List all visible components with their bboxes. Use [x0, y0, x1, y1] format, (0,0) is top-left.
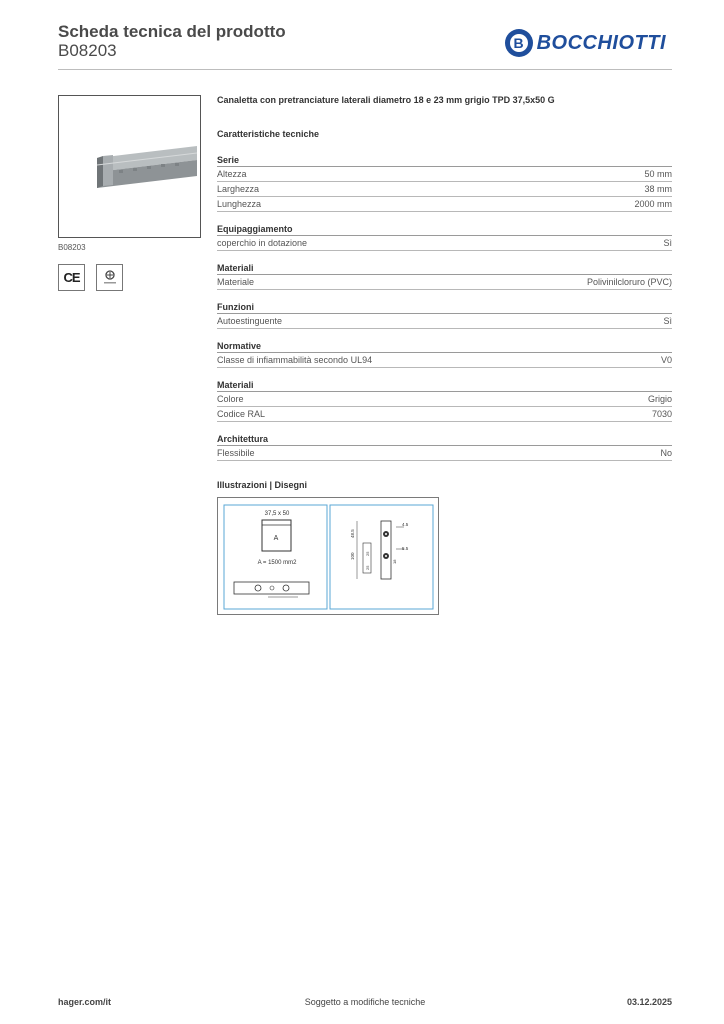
section-dimension-label: 37,5 x 50: [264, 511, 290, 517]
spec-label: Lunghezza: [217, 199, 262, 209]
dimension-label: 100: [350, 552, 355, 560]
spec-label: Autoestinguente: [217, 316, 283, 326]
spec-label: Colore: [217, 394, 244, 404]
section-area-letter: A: [273, 535, 279, 542]
spec-group: [217, 154, 672, 212]
specs-section-title: Caratteristiche tecniche: [217, 129, 320, 139]
spec-groups: [217, 154, 672, 461]
product-code: B08203: [58, 41, 117, 60]
specifications: [217, 95, 672, 494]
product-description: Canaletta con pretranciature laterali diametro 18 e 23 mm grigio TPD 37,5x50 G: [217, 95, 555, 105]
spec-group: [217, 262, 672, 290]
dimension-label: 4.5: [402, 522, 409, 527]
spec-value: No: [660, 448, 672, 458]
spec-row: [217, 275, 672, 290]
spec-row: [217, 446, 672, 461]
brand-logo: [505, 28, 666, 58]
spec-value: V0: [660, 355, 672, 365]
spec-value: 38 mm: [644, 184, 672, 194]
dimension-label: 25: [365, 565, 370, 570]
footer-website-link[interactable]: hager.com/it: [58, 997, 112, 1007]
drawing-svg: [218, 498, 438, 614]
spec-value: 2000 mm: [634, 199, 672, 209]
cable-duct-icon: [59, 96, 200, 237]
spec-group-title: Materiali: [217, 262, 672, 275]
dimension-label: 5.5: [402, 546, 409, 551]
spec-group: [217, 301, 672, 329]
spec-group-title: Architettura: [217, 433, 672, 446]
spec-label: Codice RAL: [217, 409, 266, 419]
image-caption: B08203: [58, 243, 86, 252]
footer-date: 03.12.2025: [626, 997, 672, 1007]
document-title: Scheda tecnica del prodotto: [58, 22, 286, 41]
spec-group-title: Funzioni: [217, 301, 672, 314]
spec-row: [217, 392, 672, 407]
certification-mark-icon: [96, 264, 123, 291]
spec-value: Polivinilcloruro (PVC): [586, 277, 672, 287]
spec-row: [217, 197, 672, 212]
spec-value: 50 mm: [644, 169, 672, 179]
spec-value: Grigio: [647, 394, 672, 404]
technical-drawing: [217, 497, 439, 615]
spec-row: [217, 167, 672, 182]
ce-mark-icon: CE: [58, 264, 85, 291]
spec-group-title: Materiali: [217, 379, 672, 392]
spec-group: [217, 379, 672, 422]
spec-group: [217, 340, 672, 368]
dimension-label: 18: [392, 559, 397, 564]
spec-row: [217, 182, 672, 197]
spec-group-title: Normative: [217, 340, 672, 353]
spec-group: [217, 433, 672, 461]
spec-row: [217, 407, 672, 422]
spec-row: [217, 314, 672, 329]
spec-value: Sì: [663, 238, 672, 248]
footer-note: Soggetto a modifiche tecniche: [304, 997, 426, 1007]
brand-name: BOCCHIOTTI: [536, 31, 666, 54]
spec-label: Flessibile: [217, 448, 255, 458]
product-image: [58, 95, 201, 238]
spec-label: coperchio in dotazione: [217, 238, 308, 248]
spec-group: [217, 223, 672, 251]
spec-row: [217, 353, 672, 368]
brand-mark-icon: [505, 29, 533, 57]
spec-value: 7030: [651, 409, 672, 419]
spec-label: Materiale: [217, 277, 255, 287]
spec-label: Classe di infiammabilità secondo UL94: [217, 355, 373, 365]
page-footer: [58, 997, 672, 1009]
illustrations-title: Illustrazioni | Disegni: [217, 480, 308, 490]
spec-label: Altezza: [217, 169, 247, 179]
dimension-label: 48.5: [350, 529, 355, 538]
spec-label: Larghezza: [217, 184, 260, 194]
dimension-label: 25: [365, 551, 370, 556]
spec-value: Sì: [663, 316, 672, 326]
spec-group-title: Serie: [217, 154, 672, 167]
spec-group-title: Equipaggiamento: [217, 223, 672, 236]
spec-row: [217, 236, 672, 251]
page-header: [58, 20, 672, 70]
section-area-label: A = 1500 mm2: [257, 560, 297, 566]
